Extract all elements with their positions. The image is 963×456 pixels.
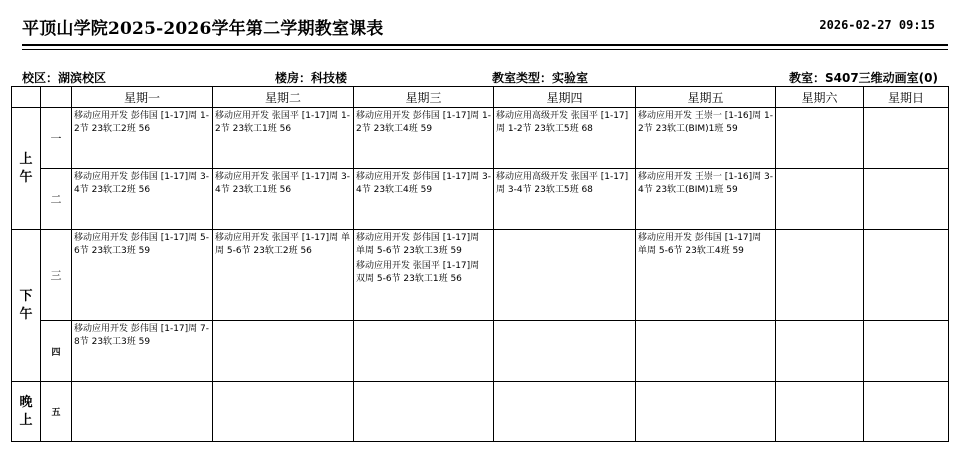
day-header-mon: 星期一 [72, 87, 213, 108]
course-entry: 移动应用开发 张国平 [1-17]周 3-4节 23软工1班 56 [215, 172, 351, 195]
cell-s5-tue[interactable] [213, 382, 354, 442]
period-evening: 晚上 [12, 382, 41, 442]
cell-s5-mon[interactable] [72, 382, 213, 442]
cell-s2-wed[interactable] [354, 169, 494, 230]
cell-s5-wed[interactable] [354, 382, 494, 442]
table-row [12, 108, 949, 169]
course-entry: 移动应用开发 彭伟国 [1-17]周 单周 5-6节 23软工4班 59 [638, 233, 762, 256]
cell-s4-fri[interactable] [636, 321, 776, 382]
table-row [12, 230, 949, 321]
cell-s1-tue[interactable] [213, 108, 354, 169]
campus-label: 校区：湖滨校区 [22, 71, 107, 85]
cell-s2-mon[interactable] [72, 169, 213, 230]
section-2: 二 [41, 169, 72, 230]
day-header-tue: 星期二 [213, 87, 354, 108]
cell-s1-fri[interactable] [636, 108, 776, 169]
cell-s1-wed[interactable] [354, 108, 494, 169]
cell-s1-thu[interactable] [494, 108, 636, 169]
cell-s4-thu[interactable] [494, 321, 636, 382]
cell-s5-sun[interactable] [864, 382, 949, 442]
day-header-sun: 星期日 [864, 87, 949, 108]
course-entry: 移动应用开发 王崇一 [1-16]周 1-2节 23软工(BIM)1班 59 [638, 111, 774, 134]
timetable [11, 86, 949, 442]
cell-s2-sat[interactable] [776, 169, 864, 230]
table-row [12, 169, 949, 230]
cell-s3-sun[interactable] [864, 230, 949, 321]
cell-s5-sat[interactable] [776, 382, 864, 442]
building-label: 楼房：科技楼 [275, 71, 348, 85]
day-header-thu: 星期四 [494, 87, 636, 108]
cell-s1-sat[interactable] [776, 108, 864, 169]
cell-s1-mon[interactable] [72, 108, 213, 169]
cell-s4-sun[interactable] [864, 321, 949, 382]
course-entry: 移动应用开发 彭伟国 [1-17]周 3-4节 23软工2班 56 [74, 172, 210, 195]
cell-s4-wed[interactable] [354, 321, 494, 382]
cell-s4-mon[interactable] [72, 321, 213, 382]
section-1: 一 [41, 108, 72, 169]
cell-s1-sun[interactable] [864, 108, 949, 169]
title-rule-thin [22, 49, 948, 50]
cell-s3-wed[interactable] [354, 230, 494, 321]
cell-s3-fri[interactable] [636, 230, 776, 321]
course-entry: 移动应用开发 彭伟国 [1-17]周 3-4节 23软工4班 59 [356, 172, 492, 195]
table-row [12, 382, 949, 442]
corner-cell [41, 87, 72, 108]
cell-s2-tue[interactable] [213, 169, 354, 230]
cell-s3-mon[interactable] [72, 230, 213, 321]
course-entry: 移动应用开发 张国平 [1-17]周 单周 5-6节 23软工2班 56 [215, 233, 351, 256]
course-entry: 移动应用高级开发 张国平 [1-17]周 1-2节 23软工5班 68 [496, 111, 629, 134]
course-entry: 移动应用开发 彭伟国 [1-17]周 1-2节 23软工2班 56 [74, 111, 210, 134]
section-4: 四 [41, 321, 72, 382]
header-row [12, 87, 949, 108]
course-entry: 移动应用开发 张国平 [1-17]周 1-2节 23软工1班 56 [215, 111, 351, 134]
course-entry: 移动应用开发 彭伟国 [1-17]周 1-2节 23软工4班 59 [356, 111, 492, 134]
course-entry: 移动应用开发 张国平 [1-17]周 双周 5-6节 23软工1班 56 [356, 261, 480, 284]
table-row [12, 321, 949, 382]
section-3: 三 [41, 230, 72, 321]
cell-s2-fri[interactable] [636, 169, 776, 230]
day-header-fri: 星期五 [636, 87, 776, 108]
room-label: 教室：S407三维动画室(0) [788, 71, 938, 85]
cell-s2-thu[interactable] [494, 169, 636, 230]
course-entry: 移动应用开发 彭伟国 [1-17]周 5-6节 23软工3班 59 [74, 233, 210, 256]
cell-s2-sun[interactable] [864, 169, 949, 230]
course-entry: 移动应用开发 彭伟国 [1-17]周 7-8节 23软工3班 59 [74, 324, 210, 347]
title-rule-thick [22, 44, 948, 46]
cell-s3-sat[interactable] [776, 230, 864, 321]
period-afternoon: 下午 [12, 230, 41, 382]
cell-s5-fri[interactable] [636, 382, 776, 442]
section-5: 五 [41, 382, 72, 442]
page-title: 平顶山学院2025-2026学年第二学期教室课表 [22, 19, 384, 39]
day-header-wed: 星期三 [354, 87, 494, 108]
cell-s5-thu[interactable] [494, 382, 636, 442]
course-entry: 移动应用高级开发 张国平 [1-17]周 3-4节 23软工5班 68 [496, 172, 629, 195]
print-datetime: 2026-02-27 09:15 [819, 18, 935, 32]
cell-s4-sat[interactable] [776, 321, 864, 382]
cell-s3-thu[interactable] [494, 230, 636, 321]
room-type-label: 教室类型：实验室 [492, 71, 589, 85]
cell-s3-tue[interactable] [213, 230, 354, 321]
day-header-sat: 星期六 [776, 87, 864, 108]
cell-s4-tue[interactable] [213, 321, 354, 382]
course-entry: 移动应用开发 王崇一 [1-16]周 3-4节 23软工(BIM)1班 59 [638, 172, 774, 195]
corner-cell [12, 87, 41, 108]
period-morning: 上午 [12, 108, 41, 230]
course-entry: 移动应用开发 彭伟国 [1-17]周 单周 5-6节 23软工3班 59 [356, 233, 480, 256]
